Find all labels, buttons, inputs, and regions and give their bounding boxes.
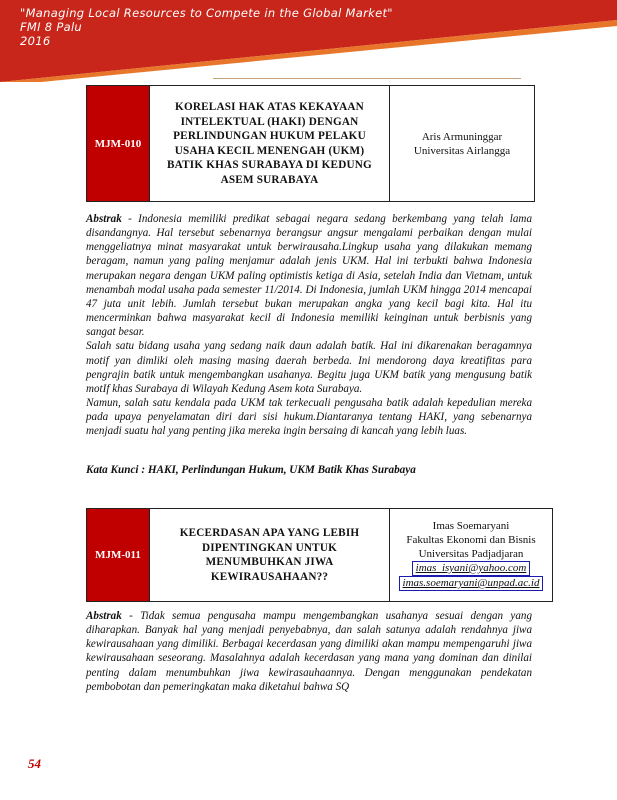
author-affiliation: Fakultas Ekonomi dan Bisnis [406, 534, 536, 546]
abstract-block [86, 609, 532, 694]
page-number: 54 [28, 756, 41, 771]
abstract-paragraph: - Indonesia memiliki predikat sebagai negara sedang berkembang yang telah lama disandangnya. Hal tersebut sebenarnya berangsur angsur mengalami perbaikan dengan mulai menggeliatnya minat masyarakat untuk berwirausaha.Lingkup usaha yang dilakukan memang beragam, namun yang paling menjamur adalah jenis UKM. Hal ini terbukti bahwa Indonesia merupakan negara dengan UKM paling optimistis ketiga di Asia, setelah India dan Vietnam, untuk menambah modal usaha pada semester 11/2014. Di Indonesia, jumlah UKM hingga 2014 mencapai 47 juta unit lebih. Jumlah tersebut bukan merupakan angka yang kecil bagi kita. Hal itu mencerminkan bahwa masyarakat kecil di Indonesia memiliki keinginan untuk berbisnis yang sangat besar. [86, 213, 532, 339]
header-text [20, 6, 393, 48]
author-affiliation: Universitas Airlangga [413, 144, 511, 157]
paper-entry-table [86, 508, 553, 602]
abstract-label: Abstrak [86, 610, 122, 622]
conference-name: FMI 8 Palu [20, 20, 83, 34]
abstract-paragraph: - Tidak semua pengusaha mampu mengembangkan usahanya sesuai dengan yang diharapkan. Banyak hal yang menjadi penyebabnya, dan salah satunya adalah rendahnya jiwa kewirausahaan yang dimiliki. Berbagai kecerdasan yang dimiliki akan mampu mempengaruhi jiwa kewirausahaan seseorang. Masalahnya adalah kecerdasan yang mana yang dominan dan dinilai penting dalam menumbuhkan jiwa kewirasauhaannya. Dengan menggunakan pendekatan pembobotan dan pemeringkatan maka diketahui bahwa SQ [86, 610, 532, 693]
conference-theme: "Managing Local Resources to Compete in the Global Market" [20, 6, 393, 20]
abstract-paragraph: Salah satu bidang usaha yang sedang naik daun adalah batik. Hal ini dikarenakan beragamnya motif yan dimliki oleh masing masing daerah berbeda. Ini mendorong daya kreatifitas para pengrajin batik untuk mengembangkan usahanya. Begitu juga UKM batik yang mengusung batik motIf khas Surabaya di Wilayah Kedung Asem kota Surabaya. [86, 340, 532, 395]
divider [213, 78, 521, 79]
author-name: Imas Soemaryani [432, 520, 510, 532]
author-email-link[interactable]: imas.soemaryani@unpad.ac.id [399, 576, 544, 591]
abstract-label: Abstrak [86, 213, 122, 225]
author-email-link[interactable]: imas_isyani@yahoo.com [412, 561, 531, 576]
paper-author-cell [390, 86, 535, 202]
paper-entry-table [86, 85, 535, 202]
paper-code: MJM-011 [87, 509, 150, 602]
paper-title: KORELASI HAK ATAS KEKAYAAN INTELEKTUAL (HAKI) DENGAN PERLINDUNGAN HUKUM PELAKU USAHA KECIL MENENGAH (UKM) BATIK KHAS SURABAYA DI KEDUNG ASEM SURABAYA [150, 86, 390, 202]
abstract-paragraph: Namun, salah satu kendala pada UKM tak terkecuali pengusaha batik adalah kepedulian mereka pada upaya penyelamatan diri dari sisi hukum.Diantaranya tentang HAKI, yang sebenarnya menjadi suatu hal yang penting jika mereka ingin bersaing di kancah yang lebih luas. [86, 397, 532, 438]
page-header [0, 0, 617, 82]
conference-year: 2016 [20, 34, 51, 48]
keywords: Kata Kunci : HAKI, Perlindungan Hukum, UKM Batik Khas Surabaya [86, 464, 416, 476]
author-name: Aris Armuninggar [421, 130, 503, 143]
author-affiliation: Universitas Padjadjaran [418, 548, 524, 560]
paper-author-cell [390, 509, 553, 602]
abstract-block [86, 212, 532, 439]
paper-code: MJM-010 [87, 86, 150, 202]
paper-title: KECERDASAN APA YANG LEBIH DIPENTINGKAN UNTUK MENUMBUHKAN JIWA KEWIRAUSAHAAN?? [150, 509, 390, 602]
